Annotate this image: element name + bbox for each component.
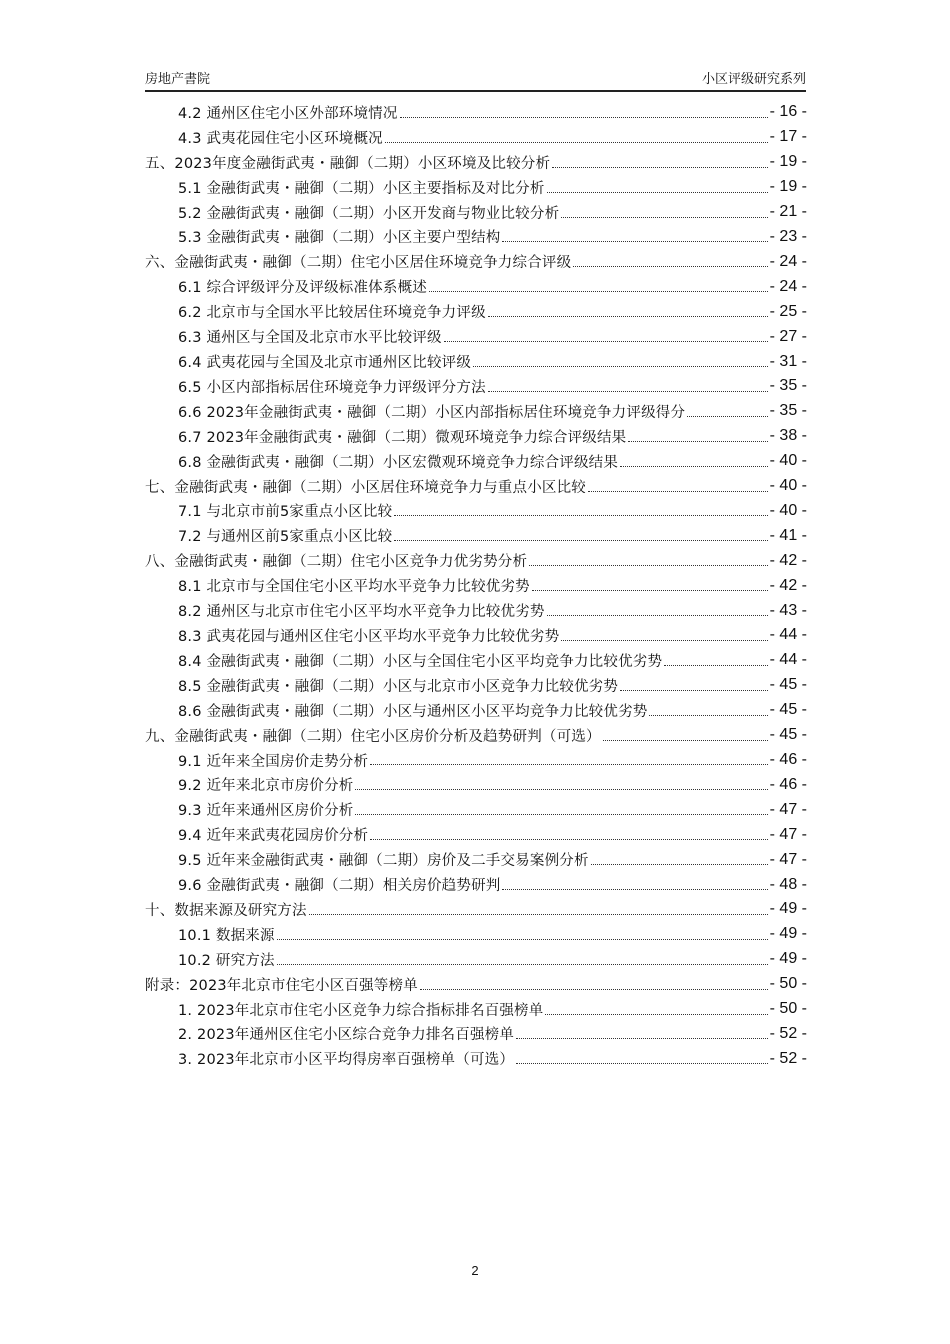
toc-entry-title: 1. 2023年北京市住宅小区竞争力综合指标排名百强榜单 (178, 1002, 544, 1019)
dot-leader (603, 740, 768, 741)
toc-section-entry[interactable] (145, 125, 807, 150)
dot-leader (529, 565, 767, 566)
dot-leader (385, 142, 768, 143)
dot-leader (687, 416, 767, 417)
toc-section-entry[interactable] (145, 922, 807, 947)
toc-entry-title: 九、金融街武夷・融御（二期）住宅小区房价分析及趋势研判（可选） (145, 728, 601, 745)
page-header (145, 66, 806, 92)
toc-entry-title: 6.5 小区内部指标居住环境竞争力评级评分方法 (178, 379, 486, 396)
dot-leader (400, 117, 768, 118)
dot-leader (355, 789, 767, 790)
dot-leader (588, 491, 768, 492)
toc-entry-title: 9.1 近年来全国房价走势分析 (178, 753, 369, 770)
toc-chapter-entry[interactable] (145, 897, 807, 922)
toc-section-entry[interactable] (145, 349, 807, 374)
toc-entry-title: 10.2 研究方法 (178, 952, 275, 969)
toc-entry-title: 10.1 数据来源 (178, 927, 275, 944)
toc-entry-title: 六、金融街武夷・融御（二期）住宅小区居住环境竞争力综合评级 (145, 255, 572, 272)
toc-entry-title: 5.1 金融街武夷・融御（二期）小区主要指标及对比分析 (178, 180, 545, 197)
toc-entry-title: 8.2 通州区与北京市住宅小区平均水平竞争力比较优劣势 (178, 604, 545, 621)
toc-section-entry[interactable] (145, 399, 807, 424)
toc-entry-page: - 52 - (769, 1049, 807, 1067)
toc-entry-page: - 47 - (769, 825, 807, 843)
toc-entry-title: 8.3 武夷花园与通州区住宅小区平均水平竞争力比较优劣势 (178, 628, 560, 645)
dot-leader (545, 1014, 767, 1015)
toc-section-entry[interactable] (145, 648, 807, 673)
dot-leader (532, 590, 768, 591)
toc-entry-page: - 35 - (769, 402, 807, 420)
toc-section-entry[interactable] (145, 100, 807, 125)
toc-section-entry[interactable] (145, 947, 807, 972)
toc-section-entry[interactable] (145, 175, 807, 200)
toc-section-entry[interactable] (145, 673, 807, 698)
dot-leader (370, 764, 767, 765)
dot-leader (473, 366, 768, 367)
toc-entry-page: - 49 - (769, 950, 807, 968)
toc-entry-title: 6.6 2023年金融街武夷・融御（二期）小区内部指标居住环境竞争力评级得分 (178, 404, 686, 421)
toc-entry-page: - 40 - (769, 452, 807, 470)
toc-entry-title: 6.1 综合评级评分及评级标准体系概述 (178, 280, 427, 297)
toc-section-entry[interactable] (145, 225, 807, 250)
toc-entry-page: - 19 - (769, 178, 807, 196)
toc-entry-title: 6.7 2023年金融街武夷・融御（二期）微观环境竞争力综合评级结果 (178, 429, 627, 446)
dot-leader (394, 540, 767, 541)
toc-entry-title: 八、金融街武夷・融御（二期）住宅小区竞争力优劣势分析 (145, 554, 528, 571)
toc-entry-page: - 49 - (769, 925, 807, 943)
toc-entry-title: 8.5 金融街武夷・融御（二期）小区与北京市小区竞争力比较优劣势 (178, 678, 619, 695)
toc-entry-page: - 44 - (769, 651, 807, 669)
toc-entry-title: 8.1 北京市与全国住宅小区平均水平竞争力比较优劣势 (178, 579, 530, 596)
toc-section-entry[interactable] (145, 598, 807, 623)
toc-entry-title: 7.1 与北京市前5家重点小区比较 (178, 504, 393, 521)
dot-leader (394, 515, 767, 516)
dot-leader (370, 839, 767, 840)
toc-section-entry[interactable] (145, 299, 807, 324)
dot-leader (547, 615, 768, 616)
toc-section-entry[interactable] (145, 573, 807, 598)
toc-entry-page: - 50 - (769, 1000, 807, 1018)
toc-entry-page: - 50 - (769, 975, 807, 993)
toc-entry-page: - 17 - (769, 128, 807, 146)
dot-leader (561, 640, 767, 641)
dot-leader (488, 316, 768, 317)
dot-leader (591, 864, 768, 865)
dot-leader (552, 167, 767, 168)
toc-entry-title: 6.8 金融街武夷・融御（二期）小区宏微观环境竞争力综合评级结果 (178, 454, 619, 471)
toc-entry-title: 6.2 北京市与全国水平比较居住环境竞争力评级 (178, 305, 486, 322)
toc-section-entry[interactable] (145, 997, 807, 1022)
toc-entry-page: - 45 - (769, 676, 807, 694)
dot-leader (502, 241, 767, 242)
toc-chapter-entry[interactable] (145, 474, 807, 499)
toc-entry-page: - 35 - (769, 377, 807, 395)
toc-entry-title: 9.4 近年来武夷花园房价分析 (178, 828, 369, 845)
dot-leader (573, 266, 767, 267)
dot-leader (561, 217, 767, 218)
toc-section-entry[interactable] (145, 374, 807, 399)
dot-leader (628, 441, 767, 442)
toc-entry-page: - 43 - (769, 601, 807, 619)
header-series: 小区评级研究系列 (701, 72, 806, 87)
dot-leader (649, 715, 767, 716)
toc-entry-page: - 47 - (769, 850, 807, 868)
toc-entry-page: - 40 - (769, 477, 807, 495)
toc-entry-title: 6.3 通州区与全国及北京市水平比较评级 (178, 330, 442, 347)
toc-entry-page: - 46 - (769, 775, 807, 793)
toc-entry-page: - 23 - (769, 227, 807, 245)
toc-entry-page: - 31 - (769, 352, 807, 370)
toc-section-entry[interactable] (145, 797, 807, 822)
toc-section-entry[interactable] (145, 523, 807, 548)
dot-leader (420, 989, 768, 990)
dot-leader (620, 466, 768, 467)
toc-entry-title: 9.2 近年来北京市房价分析 (178, 778, 354, 795)
toc-section-entry[interactable] (145, 872, 807, 897)
toc-entry-title: 十、数据来源及研究方法 (145, 902, 307, 919)
toc-entry-title: 七、金融街武夷・融御（二期）小区居住环境竞争力与重点小区比较 (145, 479, 586, 496)
page-number: 2 (471, 1263, 479, 1278)
dot-leader (620, 690, 768, 691)
toc-entry-page: - 45 - (769, 701, 807, 719)
dot-leader (355, 814, 767, 815)
toc-section-entry[interactable] (145, 623, 807, 648)
toc-entry-page: - 41 - (769, 526, 807, 544)
dot-leader (664, 665, 767, 666)
toc-entry-title: 8.4 金融街武夷・融御（二期）小区与全国住宅小区平均竞争力比较优劣势 (178, 653, 663, 670)
toc-section-entry[interactable] (145, 847, 807, 872)
toc-entry-title: 5.2 金融街武夷・融御（二期）小区开发商与物业比较分析 (178, 205, 560, 222)
toc-entry-page: - 52 - (769, 1024, 807, 1042)
toc-section-entry[interactable] (145, 324, 807, 349)
toc-section-entry[interactable] (145, 772, 807, 797)
dot-leader (488, 391, 768, 392)
header-publisher: 房地产書院 (145, 72, 211, 87)
dot-leader (277, 939, 768, 940)
toc-chapter-entry[interactable] (145, 150, 807, 175)
toc-section-entry[interactable] (145, 698, 807, 723)
toc-entry-page: - 42 - (769, 551, 807, 569)
toc-section-entry[interactable] (145, 1046, 807, 1071)
toc-section-entry[interactable] (145, 499, 807, 524)
toc-entry-page: - 40 - (769, 501, 807, 519)
dot-leader (277, 964, 768, 965)
dot-leader (309, 914, 768, 915)
toc-entry-page: - 45 - (769, 726, 807, 744)
toc-entry-title: 6.4 武夷花园与全国及北京市通州区比较评级 (178, 355, 472, 372)
toc-entry-page: - 25 - (769, 302, 807, 320)
toc-entry-page: - 46 - (769, 751, 807, 769)
dot-leader (547, 192, 768, 193)
dot-leader (502, 889, 767, 890)
toc-entry-title: 3. 2023年北京市小区平均得房率百强榜单（可选） (178, 1052, 515, 1069)
toc-entry-page: - 24 - (769, 252, 807, 270)
toc-section-entry[interactable] (145, 1022, 807, 1047)
toc-section-entry[interactable] (145, 200, 807, 225)
toc-section-entry[interactable] (145, 274, 807, 299)
toc-entry-page: - 42 - (769, 576, 807, 594)
toc-entry-page: - 16 - (769, 103, 807, 121)
table-of-contents (145, 100, 807, 1071)
toc-chapter-entry[interactable] (145, 723, 807, 748)
toc-entry-page: - 21 - (769, 203, 807, 221)
toc-entry-page: - 49 - (769, 900, 807, 918)
toc-entry-page: - 27 - (769, 327, 807, 345)
toc-entry-page: - 47 - (769, 800, 807, 818)
toc-entry-title: 7.2 与通州区前5家重点小区比较 (178, 529, 393, 546)
dot-leader (444, 341, 768, 342)
toc-entry-title: 2. 2023年通州区住宅小区综合竞争力排名百强榜单 (178, 1027, 515, 1044)
toc-chapter-entry[interactable] (145, 548, 807, 573)
toc-entry-page: - 44 - (769, 626, 807, 644)
toc-entry-title: 9.5 近年来金融街武夷・融御（二期）房价及二手交易案例分析 (178, 853, 589, 870)
toc-section-entry[interactable] (145, 449, 807, 474)
toc-chapter-entry[interactable] (145, 972, 807, 997)
toc-entry-title: 4.3 武夷花园住宅小区环境概况 (178, 130, 383, 147)
dot-leader (516, 1063, 768, 1064)
toc-section-entry[interactable] (145, 822, 807, 847)
toc-entry-title: 5.3 金融街武夷・融御（二期）小区主要户型结构 (178, 230, 501, 247)
toc-entry-title: 4.2 通州区住宅小区外部环境情况 (178, 105, 398, 122)
toc-entry-page: - 48 - (769, 875, 807, 893)
dot-leader (429, 291, 768, 292)
dot-leader (516, 1038, 768, 1039)
toc-section-entry[interactable] (145, 424, 807, 449)
toc-entry-title: 9.3 近年来通州区房价分析 (178, 803, 354, 820)
toc-entry-title: 9.6 金融街武夷・融御（二期）相关房价趋势研判 (178, 878, 501, 895)
toc-chapter-entry[interactable] (145, 249, 807, 274)
toc-entry-page: - 38 - (769, 427, 807, 445)
toc-entry-page: - 19 - (769, 153, 807, 171)
toc-entry-page: - 24 - (769, 277, 807, 295)
toc-entry-title: 五、2023年度金融街武夷・融御（二期）小区环境及比较分析 (145, 155, 551, 172)
toc-entry-title: 8.6 金融街武夷・融御（二期）小区与通州区小区平均竞争力比较优劣势 (178, 703, 648, 720)
toc-entry-title: 附录：2023年北京市住宅小区百强等榜单 (145, 977, 418, 994)
toc-section-entry[interactable] (145, 748, 807, 773)
